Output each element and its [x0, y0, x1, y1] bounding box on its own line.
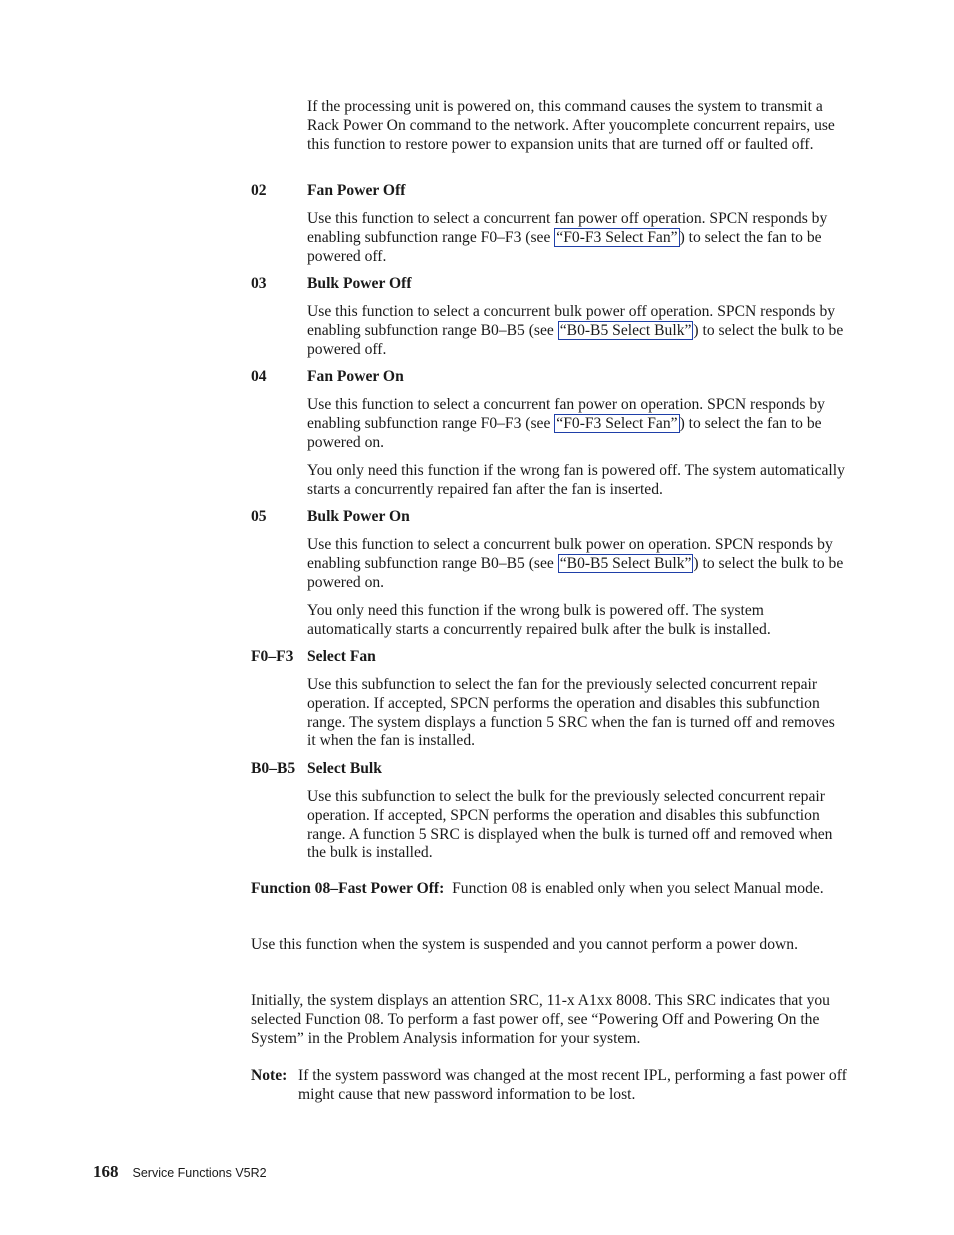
term-02 [251, 182, 405, 201]
term-03-description: Use this function to select a concurrent bulk power off operation. SPCN responds by enabling subfunction range B0–B5 (see “B0-B5 Select Bulk” ) to select the bulk to be powered off. [307, 303, 844, 358]
term-title: Bulk Power On [307, 508, 410, 525]
xref-link-b0-b5-select-bulk[interactable]: “B0-B5 Select Bulk” [559, 554, 692, 572]
note-block [251, 1067, 847, 1105]
term-04-note: You only need this function if the wrong fan is powered off. The system automatically starts a concurrently repaired fan after the fan is inserted. [307, 462, 845, 498]
note-text: If the system password was changed at the most recent IPL, performing a fast power off might cause that new password information to be lost. [298, 1067, 847, 1103]
term-title: Fan Power On [307, 368, 404, 385]
term-code: F0–F3 [251, 648, 294, 665]
term-code: 04 [251, 368, 267, 385]
term-03 [251, 275, 412, 294]
term-05-description: Use this function to select a concurrent bulk power on operation. SPCN responds by enabling subfunction range B0–B5 (see “B0-B5 Select Bulk” ) to select the bulk to be powered on. [307, 536, 844, 591]
page-number: 168 [93, 1162, 119, 1181]
note-label: Note: [251, 1067, 288, 1084]
term-04 [251, 368, 404, 387]
xref-link-b0-b5-select-bulk[interactable]: “B0-B5 Select Bulk” [559, 321, 692, 339]
term-b0-b5 [251, 760, 382, 779]
term-b0-b5-description: Use this subfunction to select the bulk for the previously selected concurrent repair operation. If accepted, SPCN performs the operation and disables this subfunction range. A function 5 SRC is displayed when the bulk is turned off and removed when the bulk is installed. [307, 788, 833, 862]
xref-link-f0-f3-select-fan[interactable]: “F0-F3 Select Fan” [556, 414, 678, 432]
book-title: Service Functions V5R2 [132, 1166, 267, 1180]
term-05 [251, 508, 410, 527]
term-f0-f3 [251, 648, 376, 667]
term-f0-f3-description: Use this subfunction to select the fan for the previously selected concurrent repair operation. If accepted, SPCN performs the operation and disables this subfunction range. The system displays a function 5 SRC when the fan is turned off and removes it when the fan is installed. [307, 676, 835, 750]
term-title: Fan Power Off [307, 182, 406, 199]
term-code: 03 [251, 275, 267, 292]
page-footer [93, 1162, 267, 1183]
term-02-description: Use this function to select a concurrent fan power off operation. SPCN responds by enabling subfunction range F0–F3 (see “F0-F3 Select Fan” ) to select the fan to be powered off. [307, 210, 828, 265]
function08-details: Initially, the system displays an attention SRC, 11-x A1xx 8008. This SRC indicates that you selected Function 08. To perform a fast power off, see “Powering Off and Powering On the System” in the Problem Analysis information for your system. [251, 992, 830, 1047]
intro-paragraph: If the processing unit is powered on, this command causes the system to transmit a Rack Power On command to the network. After youcomplete concurrent repairs, use this function to restore power to expansion units that are turned off or faulted off. [307, 98, 835, 153]
function08-paragraph: Function 08–Fast Power Off: Function 08 is enabled only when you select Manual mode. [251, 880, 824, 897]
term-code: 02 [251, 182, 267, 199]
term-code: 05 [251, 508, 267, 525]
term-title: Select Bulk [307, 760, 382, 777]
term-05-note: You only need this function if the wrong bulk is powered off. The system automatically starts a concurrently repaired bulk after the bulk is installed. [307, 602, 771, 638]
term-title: Bulk Power Off [307, 275, 412, 292]
function08-usage: Use this function when the system is suspended and you cannot perform a power down. [251, 936, 798, 953]
term-code: B0–B5 [251, 760, 296, 777]
term-title: Select Fan [307, 648, 376, 665]
function08-heading: Function 08–Fast Power Off: [251, 880, 445, 897]
term-04-description: Use this function to select a concurrent fan power on operation. SPCN responds by enabling subfunction range F0–F3 (see “F0-F3 Select Fan” ) to select the fan to be powered on. [307, 396, 825, 451]
xref-link-f0-f3-select-fan[interactable]: “F0-F3 Select Fan” [556, 228, 678, 246]
